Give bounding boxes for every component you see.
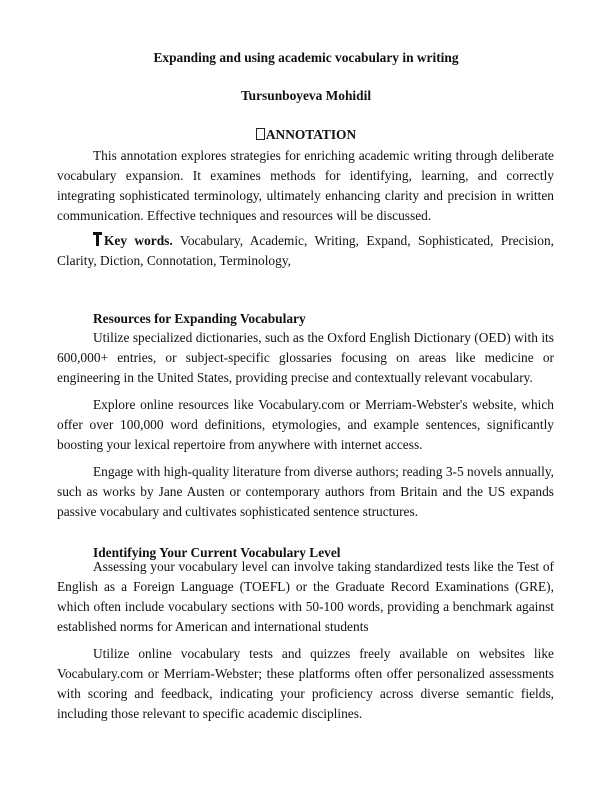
resources-paragraph-1: Utilize specialized dictionaries, such as the Oxford English Dictionary (OED) with its 600,000+ entries, or subject-specific glossaries focusing on areas like medicine or engineering in the United States, providing precise and contextually relevant vocabulary. [57,330,554,385]
vocabulary-level-paragraph-1: Assessing your vocabulary level can involve taking standardized tests like the Test of English as a Foreign Language (TOEFL) or the Graduate Record Examinations (GRE), which often include vocabulary sections with 50-100 words, providing a benchmark against established norms for American and international students [57,559,554,634]
keywords-list: Vocabulary, Academic, Writing, Expand, Sophisticated, Precision, Clarity, Diction, Connotation, Terminology, [57,233,555,268]
annotation-heading-text: ANNOTATION [265,127,357,142]
keywords-label: Key words. [104,233,173,248]
annotation-heading [0,127,612,143]
vocabulary-level-paragraph-2: Utilize online vocabulary tests and quizzes freely available on websites like Vocabulary.com or Merriam-Webster; these platforms often offer personalized assessments with scoring and feedback, indicating your proficiency across diverse semantic fields, including those relevant to specific academic disciplines. [57,646,554,721]
section-heading-vocabulary-level: Identifying Your Current Vocabulary Level [93,545,341,560]
pin-icon [93,232,102,246]
resources-paragraph-3: Engage with high-quality literature from diverse authors; reading 3-5 novels annually, such as works by Jane Austen or contemporary authors from Britain and the US expands passive vocabulary and cultivates sophisticated sentence structures. [57,464,554,519]
section-heading-resources: Resources for Expanding Vocabulary [93,311,306,326]
author-name: Tursunboyeva Mohidil [240,88,372,103]
placeholder-box-icon [256,128,265,140]
keywords-paragraph [57,231,554,271]
resources-paragraph-2: Explore online resources like Vocabulary.com or Merriam-Webster's website, which offer over 100,000 word definitions, etymologies, and example sentences, significantly boosting your lexical repertoire from anywhere with internet access. [57,397,554,452]
annotation-paragraph: This annotation explores strategies for enriching academic writing through deliberate vocabulary expansion. It examines methods for identifying, learning, and correctly integrating sophisticated terminology, ultimately enhancing clarity and precision in written communication. Effective techniques and resources will be discussed. [57,148,554,223]
document-title: Expanding and using academic vocabulary in writing [153,50,459,65]
